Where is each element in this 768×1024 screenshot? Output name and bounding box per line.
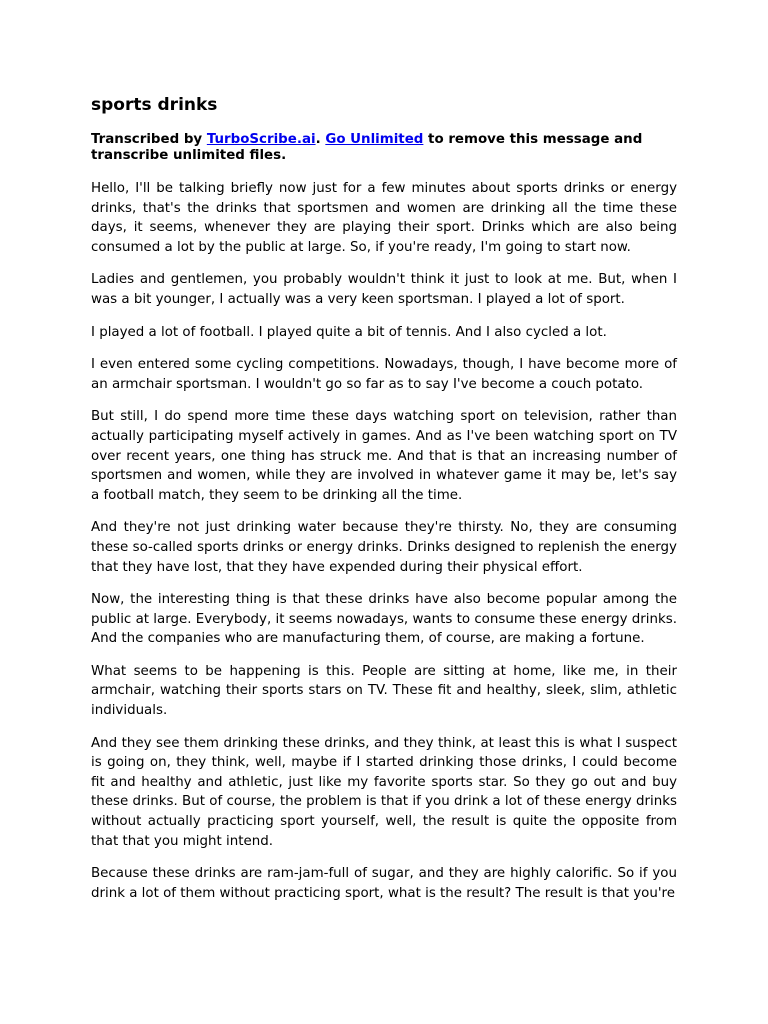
turboscribe-link[interactable]: TurboScribe.ai <box>206 132 316 147</box>
paragraph: What seems to be happening is this. People are sitting at home, like me, in their armchair, watching their sports stars on TV. These fit and healthy, sleek, slim, athletic individuals. <box>91 663 677 719</box>
transcription-banner <box>91 132 677 164</box>
document-title: sports drinks <box>91 95 218 115</box>
paragraph: And they're not just drinking water because they're thirsty. No, they are consuming these so-called sports drinks or energy drinks. Drinks designed to replenish the energy that they have lost, that they have expended during their physical effort. <box>91 520 677 575</box>
paragraph: I even entered some cycling competitions. Nowadays, though, I have become more of an armchair sportsman. I wouldn't go so far as to say I've become a couch potato. <box>91 357 677 392</box>
paragraph: Ladies and gentlemen, you probably wouldn't think it just to look at me. But, when I was a bit younger, I actually was a very keen sportsman. I played a lot of sport. <box>91 272 677 307</box>
paragraph: I played a lot of football. I played quite a bit of tennis. And I also cycled a lot. <box>91 324 607 340</box>
paragraph: Now, the interesting thing is that these drinks have also become popular among the public at large. Everybody, it seems nowadays, wants to consume these energy drinks. And the companies who are manufacturing them, of course, are making a fortune. <box>91 592 677 647</box>
banner-mid: . <box>315 132 326 147</box>
banner-prefix: Transcribed by <box>91 132 207 147</box>
document-page <box>91 94 677 916</box>
banner-suffix: to remove this message and transcribe unlimited files. <box>91 132 643 163</box>
paragraph: And they see them drinking these drinks, and they think, at least this is what I suspect is going on, they think, well, maybe if I started drinking those drinks, I could become fit and healthy and athletic, just like my favorite sports star. So they go out and buy these drinks. But of course, the problem is that if you drink a lot of these energy drinks without actually practicing sport yourself, well, the result is quite the opposite from that that you might intend. <box>91 735 677 849</box>
paragraph: Because these drinks are ram-jam-full of sugar, and they are highly calorific. So if you drink a lot of them without practicing sport, what is the result? The result is that you're <box>91 866 677 901</box>
paragraph: But still, I do spend more time these days watching sport on television, rather than actually participating myself actively in games. And as I've been watching sport on TV over recent years, one thing has struck me. And that is that an increasing number of sportsmen and women, while they are involved in whatever game it may be, let's say a football match, they seem to be drinking all the time. <box>91 409 677 503</box>
go-unlimited-link[interactable]: Go Unlimited <box>325 132 424 147</box>
paragraph: Hello, I'll be talking briefly now just for a few minutes about sports drinks or energy drinks, that's the drinks that sportsmen and women are drinking all the time these days, it seems, whenever they are playing their sport. Drinks which are also being consumed a lot by the public at large. So, if you're ready, I'm going to start now. <box>91 181 677 255</box>
